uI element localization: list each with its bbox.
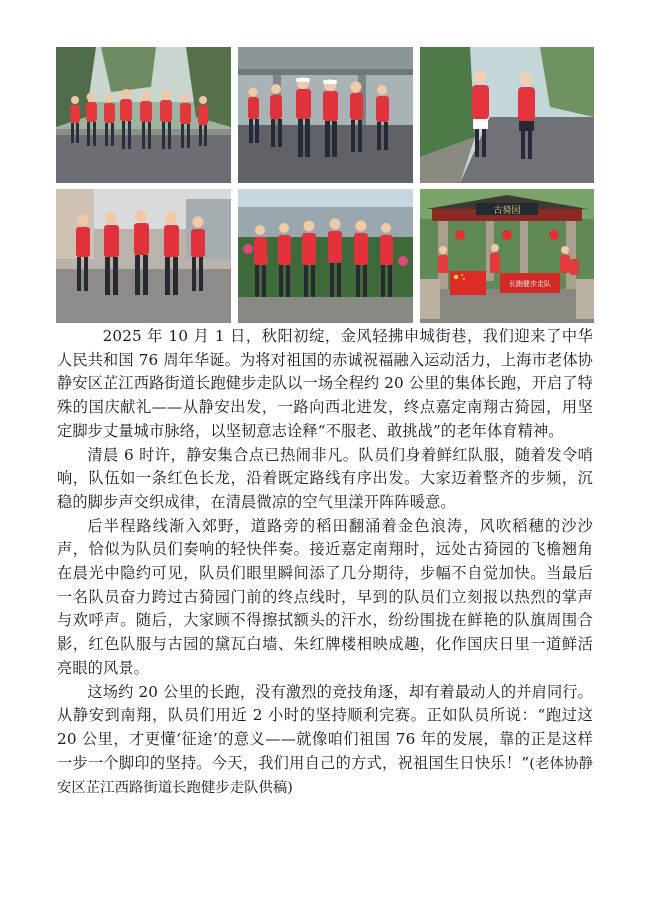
photo-runners-stop [56,189,231,323]
photo-grid [56,47,594,323]
article-paragraph-2: 清晨 6 时许，静安集合点已热闹非凡。队员们身着鲜红队服，随着发令哨响，队伍如一条红色长龙，沿着既定路线有序出发。大家迈着整齐的步频，沉稳的脚步声交织成律，在清晨微凉的空气里漾开阵阵暖意。 [57,445,593,511]
photo-team-ancient-gate [420,189,594,323]
photo-runners-street-group-icon [56,47,231,183]
photo-team-ancient-gate-icon [420,189,594,323]
photo-team-flower-bed [238,189,413,323]
article-body [57,325,593,801]
article-paragraph-3: 后半程路线渐入郊野，道路旁的稻田翻涌着金色浪涛，风吹稻穗的沙沙声，恰似为队员们奏响的轻快伴奏。接近嘉定南翔时，远处古猗园的飞檐翘角在晨光中隐约可见，队员们眼里瞬间添了几分期待，步幅不自觉加快。当最后一名队员奋力跨过古猗园门前的终点线时，早到的队员们立刻报以热烈的掌声与欢呼声。随后，大家顾不得擦拭额头的汗水，纷纷围拢在鲜艳的队旗周围合影，红色队服与古园的黛瓦白墙、朱红牌楼相映成趣，化作国庆日里一道鲜活亮眼的风景。 [57,516,593,677]
team-flag-text: 长跑健步走队 [509,280,551,288]
article-paragraph-4-text: 这场约 20 公里的长跑，没有激烈的竞技角逐，却有着最动人的并肩同行。从静安到南翔，队员们用近 2 小时的坚持顺利完赛。正如队员所说：“跑过这 20 公里，才更懂‘征途’的意义——就像咱们祖国 76 年的发展，靠的正是这样一步一个脚印的坚持。今天，我们用自己的方式，祝祖国生日快乐！” [57,682,593,772]
photo-runners-stop-icon [56,189,231,323]
article-paragraph-1: 2025 年 10 月 1 日，秋阳初绽，金风轻拂申城街巷，我们迎来了中华人民共和国 76 周年华诞。为将对祖国的赤诚祝福融入运动活力，上海市老体协静安区芷江西路街道长跑健步走队以一场全程约 20 公里的集体长跑，开启了特殊的国庆献礼——从静安出发，一路向西北进发，终点嘉定南翔古猗园，用坚定脚步丈量城市脉络，以坚韧意志诠释“不服老、敢挑战”的老年体育精神。 [57,327,593,440]
gate-plaque-text: 古猗园 [493,206,521,216]
photo-team-flower-bed-icon [238,189,413,323]
photo-runners-street-group [56,47,231,183]
article-credit: (老体协静安区芷江西路街道长跑健步走队供稿) [57,755,593,797]
photo-runners-overpass [238,47,413,183]
article-paragraph-4 [57,681,593,802]
photo-runners-roadside [420,47,594,183]
photo-runners-overpass-icon [238,47,413,183]
photo-runners-roadside-icon [420,47,594,183]
